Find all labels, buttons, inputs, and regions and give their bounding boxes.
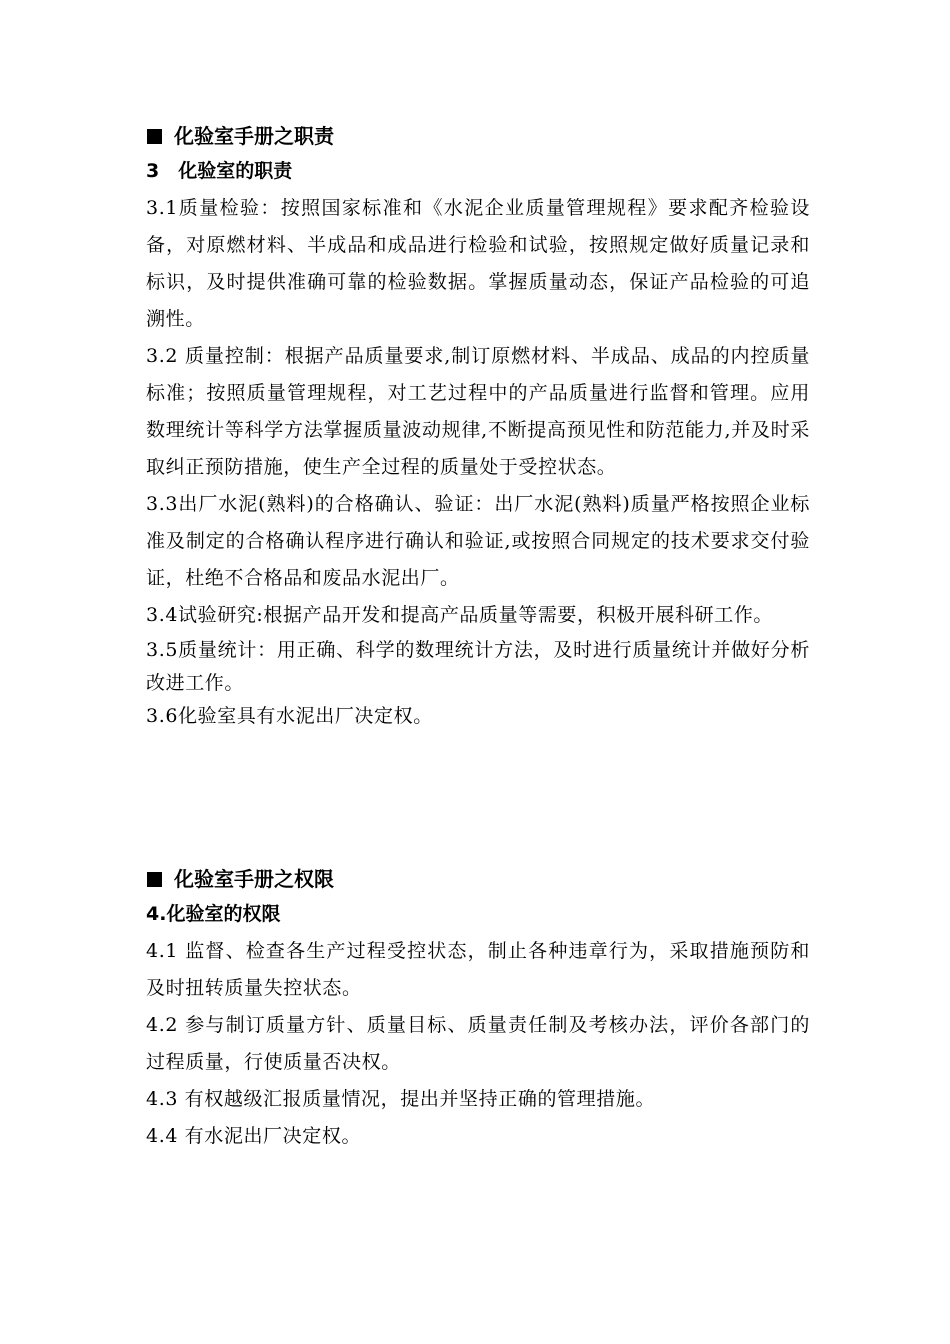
section-title-text: 化验室手册之职责	[174, 124, 334, 148]
document-page	[146, 118, 810, 1155]
paragraph-3-5: 3.5质量统计：用正确、科学的数理统计方法，及时进行质量统计并做好分析改进工作。	[146, 639, 810, 694]
paragraph-3-3: 3.3出厂水泥(熟料)的合格确认、验证：出厂水泥(熟料)质量严格按照企业标准及制定的合格确认程序进行确认和验证,或按照合同规定的技术要求交付验证，杜绝不合格品和废品水泥出厂。	[146, 493, 810, 589]
paragraph-3-6: 3.6化验室具有水泥出厂决定权。	[146, 705, 433, 727]
section-title-duties	[146, 118, 810, 154]
paragraph-3-4: 3.4试验研究:根据产品开发和提高产品质量等需要，积极开展科研工作。	[146, 604, 774, 626]
paragraph-4-1: 4.1 监督、检查各生产过程受控状态，制止各种违章行为，采取措施预防和及时扭转质量失控状态。	[146, 940, 810, 999]
black-square-bullet-icon	[147, 872, 162, 887]
paragraph-4-4: 4.4 有水泥出厂决定权。	[146, 1125, 362, 1147]
authority-heading: 4.化验室的权限	[146, 903, 281, 925]
black-square-bullet-icon	[147, 129, 162, 144]
section-title-text: 化验室手册之权限	[174, 867, 334, 891]
duties-heading: 3 化验室的职责	[146, 160, 293, 182]
paragraph-4-3: 4.3 有权越级汇报质量情况，提出并坚持正确的管理措施。	[146, 1088, 656, 1110]
paragraph-4-2: 4.2 参与制订质量方针、质量目标、质量责任制及考核办法，评价各部门的过程质量，行使质量否决权。	[146, 1014, 810, 1073]
section-title-authority	[146, 861, 810, 897]
paragraph-3-1: 3.1质量检验：按照国家标准和《水泥企业质量管理规程》要求配齐检验设备，对原燃材料、半成品和成品进行检验和试验，按照规定做好质量记录和标识，及时提供准确可靠的检验数据。掌握质量动态，保证产品检验的可追溯性。	[146, 197, 810, 330]
paragraph-3-2: 3.2 质量控制：根据产品质量要求,制订原燃材料、半成品、成品的内控质量标准；按照质量管理规程，对工艺过程中的产品质量进行监督和管理。应用数理统计等科学方法掌握质量波动规律,不断提高预见性和防范能力,并及时采取纠正预防措施，使生产全过程的质量处于受控状态。	[146, 345, 810, 478]
section-spacer	[146, 733, 810, 861]
